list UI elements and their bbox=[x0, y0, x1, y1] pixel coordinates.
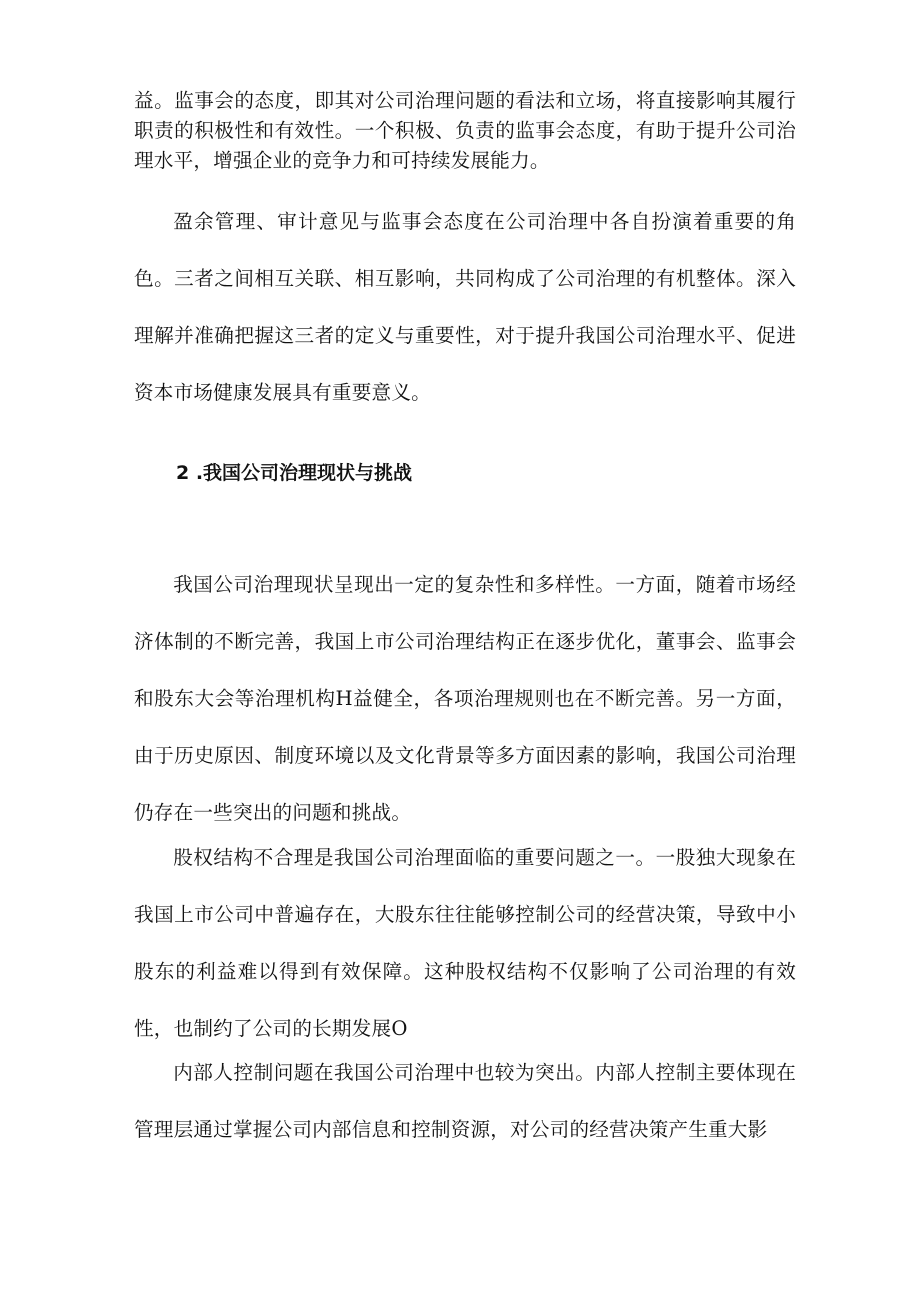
paragraph-roles-summary: 盈余管理、审计意见与监事会态度在公司治理中各自扮演着重要的角色。三者之间相互关联、相互影响，共同构成了公司治理的有机整体。深入理解并准确把握这三者的定义与重要性，对于提升我国公司治理水平、促进资本市场健康发展具有重要意义。 bbox=[134, 210, 796, 404]
section-heading: 2 .我国公司治理现状与挑战 bbox=[176, 462, 413, 484]
paragraph-continuation: 益。监事会的态度，即其对公司治理问题的看法和立场，将直接影响其履行职责的积极性和有效性。一个积极、负责的监事会态度，有助于提升公司治理水平，增强企业的竞争力和可持续发展能力。 bbox=[134, 89, 796, 172]
paragraph-ownership-structure: 股权结构不合理是我国公司治理面临的重要问题之一。一股独大现象在我国上市公司中普遍存在，大股东往往能够控制公司的经营决策，导致中小股东的利益难以得到有效保障。这种股权结构不仅影响了公司治理的有效性，也制约了公司的长期发展O bbox=[134, 846, 796, 1040]
paragraph-insider-control: 内部人控制问题在我国公司治理中也较为突出。内部人控制主要体现在管理层通过掌握公司内部信息和控制资源，对公司的经营决策产生重大影 bbox=[134, 1061, 796, 1141]
paragraph-governance-status: 我国公司治理现状呈现出一定的复杂性和多样性。一方面，随着市场经济体制的不断完善，我国上市公司治理结构正在逐步优化，董事会、监事会和股东大会等治理机构H益健全，各项治理规则也在不断完善。另一方面，由于历史原因、制度环境以及文化背景等多方面因素的影响，我国公司治理仍存在一些突出的问题和挑战。 bbox=[134, 573, 796, 824]
